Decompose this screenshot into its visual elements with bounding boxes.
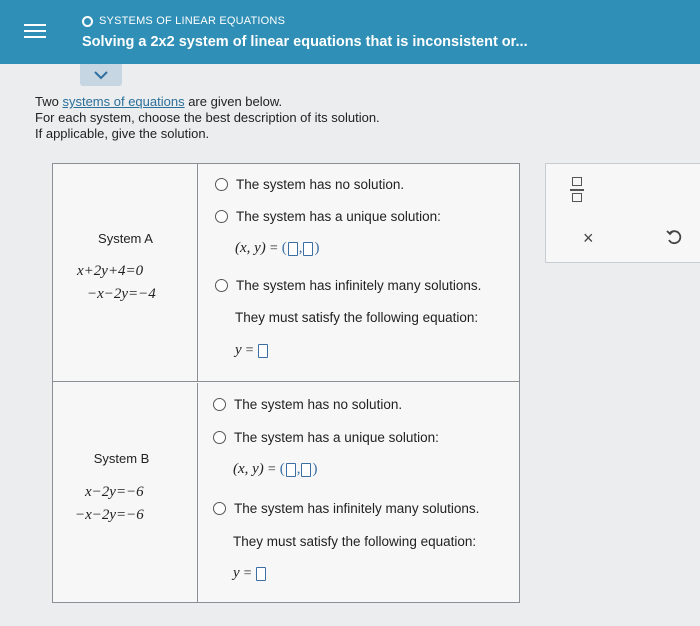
system-b-no-solution-option[interactable] [213,397,402,412]
system-b-eq1: x−2y=−6 [85,484,144,500]
system-a-unique-answer [235,240,319,257]
radio-button[interactable] [213,431,226,444]
systems-table [52,163,520,603]
system-b-name: System B [93,451,150,466]
topic-text: SYSTEMS OF LINEAR EQUATIONS [99,15,286,27]
instructions [35,94,380,142]
system-b-cell [53,383,198,602]
x-input[interactable] [288,242,298,256]
y-label: y [233,565,240,581]
comma: , [296,461,301,477]
option-label: The system has a unique solution: [234,430,439,445]
y-input[interactable] [303,242,313,256]
equals-sign: = [243,565,252,581]
system-b-row [53,383,519,602]
instr-text: are given below. [184,94,283,109]
y-equation-input[interactable] [258,344,268,358]
xy-label: (x, y) [235,240,266,256]
option-label: The system has infinitely many solutions. [234,501,480,516]
system-a-options [199,164,519,381]
system-a-equation-answer [235,342,268,359]
system-a-cell [53,164,198,381]
equals-sign: = [245,342,254,358]
instr-text: Two [35,94,63,109]
system-a-name: System A [98,231,153,246]
systems-of-equations-link[interactable]: systems of equations [62,94,185,109]
system-b-infinite-option[interactable] [213,501,479,516]
clear-icon[interactable]: × [583,228,594,248]
system-a-row [53,164,519,382]
ordered-pair-input: ( , ) [279,461,318,477]
collapse-header-button[interactable] [80,64,122,86]
comma: , [298,240,303,256]
undo-icon[interactable] [665,228,683,246]
radio-button[interactable] [213,398,226,411]
radio-button[interactable] [215,279,228,292]
y-input[interactable] [301,463,311,477]
system-a-eq1: x+2y+4=0 [77,263,144,279]
equals-sign: = [267,461,276,477]
system-b-unique-option[interactable] [213,430,439,445]
option-label: The system has no solution. [234,397,403,412]
system-a-infinite-option[interactable] [215,278,481,293]
option-label: The system has a unique solution: [236,209,441,224]
progress-circle-icon [82,16,93,27]
system-b-must-satisfy: They must satisfy the following equation: [233,534,477,549]
system-a-no-solution-option[interactable] [215,177,404,192]
system-a-unique-option[interactable] [215,209,441,224]
radio-button[interactable] [213,502,226,515]
system-b-eq2: −x−2y=−6 [75,507,144,523]
menu-icon[interactable] [24,22,46,40]
math-tool-panel [545,163,700,263]
equals-sign: = [269,240,278,256]
xy-label: (x, y) [233,461,264,477]
instr-line-3: If applicable, give the solution. [35,126,210,141]
option-label: The system has infinitely many solutions. [236,278,482,293]
system-b-options [199,383,519,602]
radio-button[interactable] [215,210,228,223]
y-equation-input[interactable] [256,567,266,581]
chevron-down-icon [94,71,108,80]
system-a-eq2: −x−2y=−4 [87,286,156,302]
radio-button[interactable] [215,178,228,191]
fraction-icon[interactable] [570,177,584,203]
ordered-pair-input: ( , ) [281,240,320,256]
option-label: The system has no solution. [236,177,405,192]
x-input[interactable] [286,463,296,477]
instr-line-2: For each system, choose the best description of its solution. [35,110,380,125]
page-title: Solving a 2x2 system of linear equations that is inconsistent or... [82,34,528,50]
top-header [0,0,700,64]
topic-label [82,15,285,27]
system-b-equation-answer [233,565,266,582]
system-b-unique-answer [233,461,317,478]
y-label: y [235,342,242,358]
system-a-must-satisfy: They must satisfy the following equation: [235,310,479,325]
